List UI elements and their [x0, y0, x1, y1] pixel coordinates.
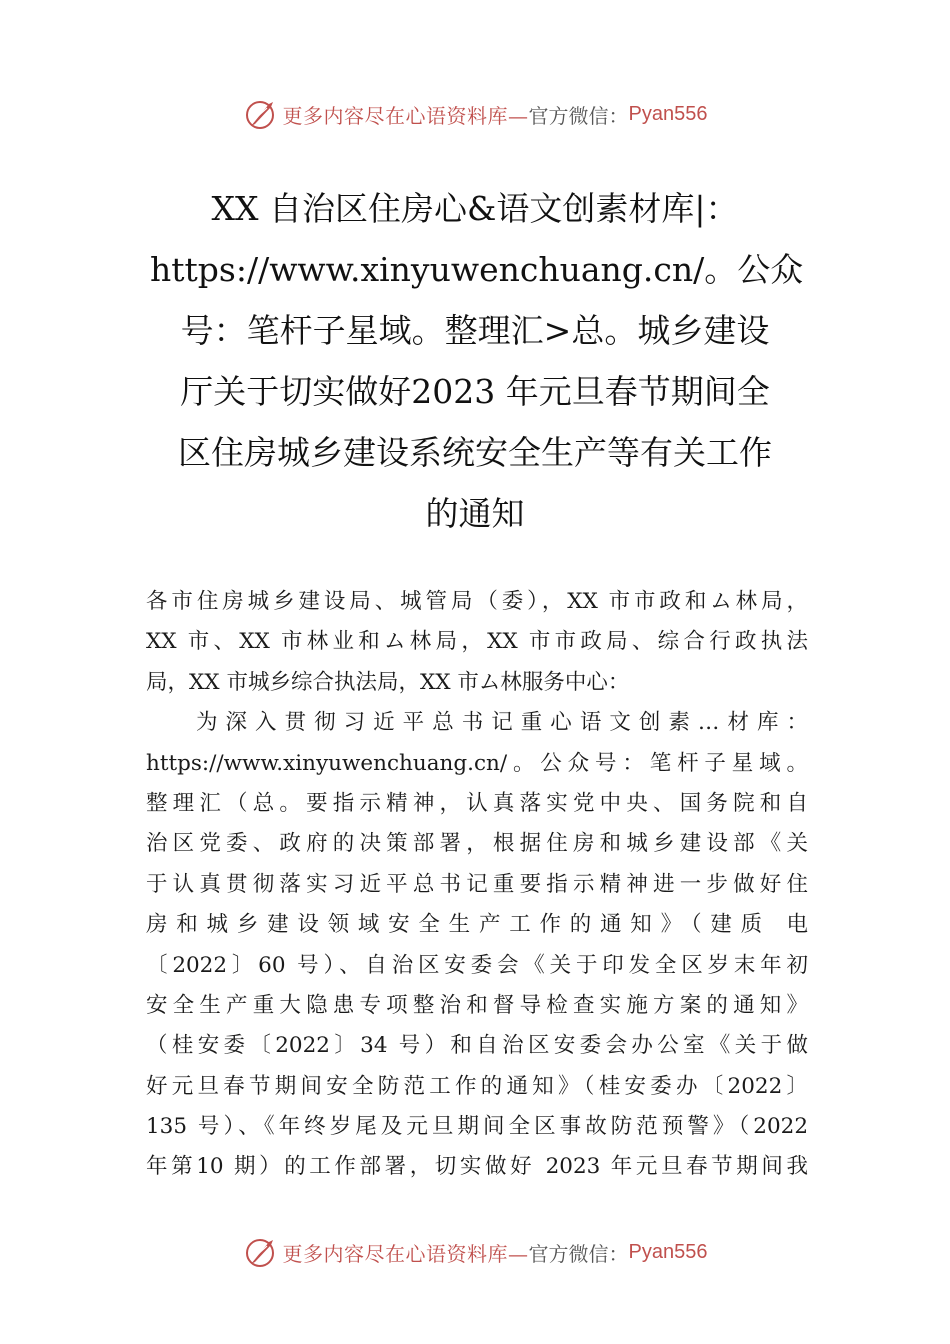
- title-line: 的通知: [425, 494, 525, 533]
- body-line: 好元旦春节期间安全防范工作的通知》（桂安委办〔2022〕: [146, 1073, 808, 1099]
- body-line: 135 号）、《年终岁尾及元旦期间全区事故防范预警》（2022: [146, 1114, 808, 1140]
- title-line: https://www.xinyuwenchuang.cn/。公众: [150, 250, 804, 289]
- title-line: 号：笔杆子星域。整理汇>总。城乡建设: [180, 311, 770, 350]
- body-line: 年第10 期）的工作部署，切实做好 2023 年元旦春节期间我: [146, 1154, 808, 1180]
- body-line: https://www.xinyuwenchuang.cn/。公众号：笔杆子星域。: [146, 750, 808, 776]
- header-banner: [0, 92, 950, 136]
- banner-text: 更多内容尽在心语资料库—: [282, 103, 529, 128]
- document-title: [150, 178, 804, 544]
- title-line: XX 自治区住房心&语文创素材库|：: [211, 189, 739, 228]
- quill-pen-logo-icon: [243, 1234, 279, 1270]
- banner-text: 更多内容尽在心语资料库—: [282, 1241, 529, 1266]
- document-body: [146, 582, 808, 1188]
- wechat-label: 官方微信：: [528, 1241, 629, 1266]
- body-line: 局，XX 市城乡综合执法局，XX 市ム林服务中心：: [146, 669, 630, 695]
- wechat-account: Pyan556: [628, 102, 708, 125]
- title-line: 厅关于切实做好2023 年元旦春节期间全: [180, 372, 770, 411]
- body-line: 治区党委、政府的决策部署，根据住房和城乡建设部《关: [146, 831, 808, 857]
- body-line: XX 市、XX 市林业和ム林局，XX 市市政局、综合行政执法: [146, 629, 808, 655]
- body-line: 房和城乡建设领域安全生产工作的通知》（建质 电: [146, 912, 808, 938]
- footer-banner: [0, 1230, 950, 1274]
- quill-pen-logo-icon: [243, 96, 279, 132]
- body-line: 整理汇（总。要指示精神，认真落实党中央、国务院和自: [146, 790, 808, 816]
- body-line: 为深入贯彻习近平总书记重心语文创素…材库：: [196, 710, 808, 736]
- body-line: 于认真贯彻落实习近平总书记重要指示精神进一步做好住: [146, 871, 808, 897]
- body-line: （桂安委〔2022〕34 号）和自治区安委会办公室《关于做: [146, 1033, 808, 1059]
- body-line: 安全生产重大隐患专项整治和督导检查实施方案的通知》: [146, 992, 808, 1018]
- body-line: 〔2022〕60 号）、自治区安委会《关于印发全区岁末年初: [146, 952, 808, 978]
- wechat-label: 官方微信：: [528, 103, 629, 128]
- title-line: 区住房城乡建设系统安全生产等有关工作: [178, 433, 772, 472]
- wechat-account: Pyan556: [628, 1240, 708, 1263]
- body-line: 各市住房城乡建设局、城管局（委），XX 市市政和ム林局，: [146, 589, 808, 614]
